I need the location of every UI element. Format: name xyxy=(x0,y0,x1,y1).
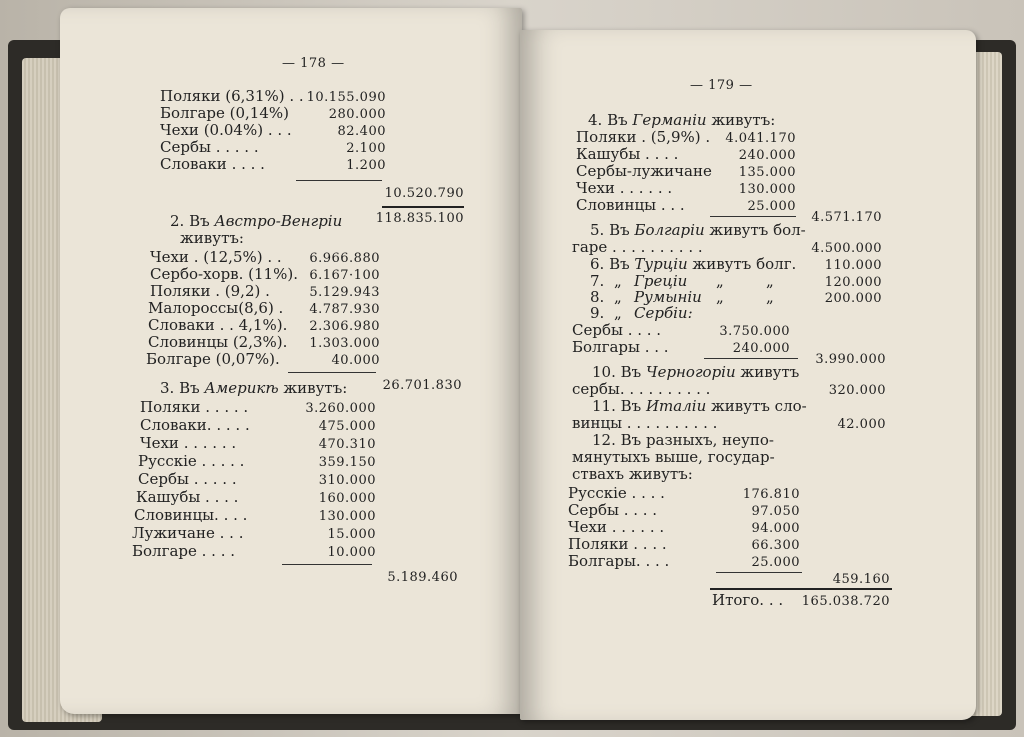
country-name: Румыніи xyxy=(634,288,702,306)
country-name: Греціи xyxy=(634,272,688,290)
section-num: 8. xyxy=(590,288,605,306)
row-label: Поляки . . . . . xyxy=(140,398,249,416)
ditto-mark: „ xyxy=(614,288,622,306)
section-heading: 5. Въ Болгаріи живутъ бол- xyxy=(590,221,806,239)
row-value: 3.750.000 xyxy=(719,324,790,339)
ditto-mark: „ xyxy=(766,288,774,306)
section-heading-tail: живутъ: xyxy=(180,229,244,247)
country-name: Америкѣ xyxy=(204,379,279,397)
subtotal: 459.160 xyxy=(832,572,890,587)
row-value: 2.306.980 xyxy=(309,319,380,334)
country-name: Германіи xyxy=(632,111,707,129)
row-value: 4.041.170 xyxy=(725,131,796,146)
row-label: Поляки . (5,9%) . xyxy=(576,128,711,146)
row-label: Поляки . (9,2) . xyxy=(150,282,270,300)
row-value: 176.810 xyxy=(742,487,800,502)
section-text: ствахъ живутъ: xyxy=(572,465,693,483)
row-value: 97.050 xyxy=(751,504,800,519)
row-value: 5.129.943 xyxy=(309,285,380,300)
running-total: 118.835.100 xyxy=(375,211,464,226)
country-name: Сербіи: xyxy=(634,304,693,322)
subtotal: 26.701.830 xyxy=(382,378,462,393)
row-value: 10.000 xyxy=(327,545,376,560)
subtotal-rule xyxy=(282,564,372,565)
subtotal: 4.571.170 xyxy=(811,210,882,225)
row-label: Кашубы . . . . xyxy=(136,488,239,506)
total-label: Итого. . . xyxy=(712,591,784,609)
row-value: 280.000 xyxy=(328,107,386,122)
row-value: 40.000 xyxy=(331,353,380,368)
row-label: Сербо-хорв. (11%). xyxy=(150,265,298,283)
section-heading: 10. Въ Черногоріи живутъ xyxy=(592,363,800,381)
row-value: 4.500.000 xyxy=(811,241,882,256)
row-label: Чехи . . . . . . xyxy=(568,518,665,536)
row-value: 320.000 xyxy=(828,383,886,398)
section-heading: 4. Въ Германіи живутъ: xyxy=(588,111,776,129)
row-label: Словинцы. . . . xyxy=(134,506,248,524)
row-label: Болгаре (0,07%). xyxy=(146,350,280,368)
row-label: Русскіе . . . . . xyxy=(138,452,245,470)
row-label: Сербы . . . . xyxy=(572,321,662,339)
country-name: Турціи xyxy=(634,255,688,273)
ditto-mark: „ xyxy=(614,272,622,290)
row-value: 25.000 xyxy=(747,199,796,214)
ditto-mark: „ xyxy=(716,272,724,290)
section-heading: 6. Въ Турціи живутъ болг. xyxy=(590,255,797,273)
row-label: Болгары . . . xyxy=(572,338,669,356)
row-value: 1.303.000 xyxy=(309,336,380,351)
ditto-mark: „ xyxy=(716,288,724,306)
row-label: Болгары. . . . xyxy=(568,552,670,570)
row-value: 470.310 xyxy=(318,437,376,452)
country-name: Черногоріи xyxy=(645,363,736,381)
row-value: 82.400 xyxy=(337,124,386,139)
row-value: 130.000 xyxy=(318,509,376,524)
row-value: 25.000 xyxy=(751,555,800,570)
ditto-mark: „ xyxy=(614,304,622,322)
row-label: Сербы . . . . . xyxy=(160,138,259,156)
row-label: Малороссы(8,6) . xyxy=(148,299,284,317)
subtotal-rule xyxy=(288,372,376,373)
section-heading: 3. Въ Америкѣ живутъ: xyxy=(160,379,348,397)
row-label: Словинцы (2,3%). xyxy=(148,333,288,351)
subtotal: 10.520.790 xyxy=(384,186,464,201)
row-value: 1.200 xyxy=(346,158,386,173)
row-value: 66.300 xyxy=(751,538,800,553)
row-value: 110.000 xyxy=(824,258,882,273)
total-rule xyxy=(382,206,464,208)
row-value: 130.000 xyxy=(738,182,796,197)
page-number: — 179 — xyxy=(690,78,753,93)
section-heading: 11. Въ Италіи живутъ сло- xyxy=(592,397,807,415)
row-value: 6.966.880 xyxy=(309,251,380,266)
row-value: 240.000 xyxy=(732,341,790,356)
left-page xyxy=(60,8,522,714)
row-value: 120.000 xyxy=(824,275,882,290)
row-label: Поляки (6,31%) . . xyxy=(160,87,304,105)
row-value: 475.000 xyxy=(318,419,376,434)
subtotal: 5.189.460 xyxy=(387,570,458,585)
row-value: 3.260.000 xyxy=(305,401,376,416)
row-value: 42.000 xyxy=(837,417,886,432)
country-name: Италіи xyxy=(645,397,707,415)
row-value: 240.000 xyxy=(738,148,796,163)
row-value: 310.000 xyxy=(318,473,376,488)
row-value: 200.000 xyxy=(824,291,882,306)
row-label: Поляки . . . . xyxy=(568,535,667,553)
country-name: Болгаріи xyxy=(634,221,705,239)
row-label: Словаки . . . . xyxy=(160,155,265,173)
row-label: Чехи . (12,5%) . . xyxy=(150,248,282,266)
row-value: 94.000 xyxy=(751,521,800,536)
row-label: Сербы-лужичане xyxy=(576,162,712,180)
row-label: Словаки . . 4,1%). xyxy=(148,316,288,334)
right-page xyxy=(520,30,976,720)
row-value: 4.787.930 xyxy=(309,302,380,317)
row-value: 2.100 xyxy=(346,141,386,156)
row-value: 10.155.090 xyxy=(306,90,386,105)
row-value: 15.000 xyxy=(327,527,376,542)
row-label: Русскіе . . . . xyxy=(568,484,665,502)
row-value: 135.000 xyxy=(738,165,796,180)
section-num: 7. xyxy=(590,272,605,290)
ditto-mark: „ xyxy=(766,272,774,290)
total-rule xyxy=(710,588,892,590)
grand-total: 165.038.720 xyxy=(801,594,890,609)
row-label: Чехи (0.04%) . . . xyxy=(160,121,292,139)
section-heading: 2. Въ Австро-Венгріи xyxy=(170,212,343,230)
row-label: Сербы . . . . . xyxy=(138,470,237,488)
country-name: Австро-Венгріи xyxy=(214,212,343,230)
row-label: Словинцы . . . xyxy=(576,196,685,214)
row-label: Лужичане . . . xyxy=(132,524,244,542)
row-value: 359.150 xyxy=(318,455,376,470)
row-label: Сербы . . . . xyxy=(568,501,658,519)
row-label: винцы . . . . . . . . . . xyxy=(572,414,718,432)
row-label: гаре . . . . . . . . . . xyxy=(572,238,703,256)
page-number: — 178 — xyxy=(282,56,345,71)
row-value: 160.000 xyxy=(318,491,376,506)
row-label: Болгаре . . . . xyxy=(132,542,236,560)
section-text: мянутыхъ выше, государ- xyxy=(572,448,775,466)
section-num: 9. xyxy=(590,304,605,322)
section-text: 12. Въ разныхъ, неупо- xyxy=(592,431,774,449)
subtotal: 3.990.000 xyxy=(815,352,886,367)
row-label: Словаки. . . . . xyxy=(140,416,250,434)
row-label: Болгаре (0,14%) xyxy=(160,104,289,122)
row-value: 6.167·100 xyxy=(309,268,380,283)
row-label: Чехи . . . . . . xyxy=(576,179,673,197)
row-label: Кашубы . . . . xyxy=(576,145,679,163)
row-label: Чехи . . . . . . xyxy=(140,434,237,452)
row-label: сербы. . . . . . . . . . xyxy=(572,380,711,398)
subtotal-rule xyxy=(296,180,382,181)
